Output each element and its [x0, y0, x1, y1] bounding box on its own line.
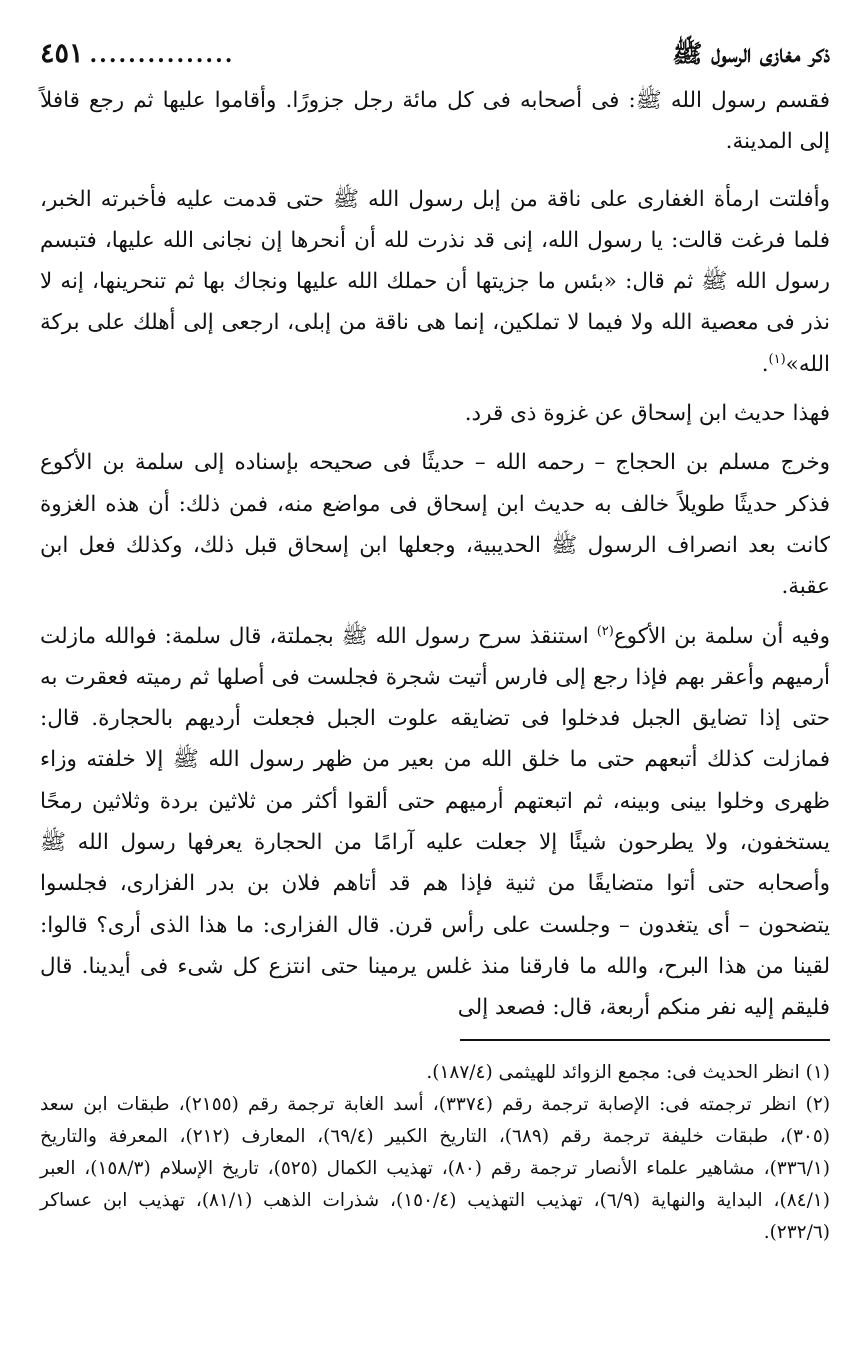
paragraph-5 [40, 616, 830, 1029]
footnote-2: (٢) انظر ترجمته فى: الإصابة ترجمة رقم (٣٣٧٤)، أسد الغابة ترجمة رقم (٢١٥٥)، طبقات ابن سعد (٣٠٥)، طبقات خليفة ترجمة رقم (٦٨٩)، التاريخ الكبير (٦٩/٤)، المعارف (٢١٢)، المعرفة والتاريخ (٣٣٦/١)، مشاهير علماء الأنصار ترجمة رقم (٨٠)، تهذيب الكمال (٥٢٥)، تاريخ الإسلام (١٥٨/٣)، العبر (٨٤/١)، البداية والنهاية (٦/٩)، تهذيب التهذيب (١٥٠/٤)، شذرات الذهب (٨١/١)، تهذيب ابن عساكر (٢٣٢/٦). [40, 1093, 831, 1243]
main-text [40, 80, 830, 1029]
footnotes [40, 1057, 830, 1249]
paragraph-5-start: وفيه أن سلمة بن الأكوع [613, 623, 830, 649]
paragraph-2-text: وأفلتت ارمأة الغفارى على ناقة من إبل رسول الله ﷺ حتى قدمت عليه فأخبرته الخبر، فلما فرغت قالت: يا رسول الله، إنى قد نذرت لله أن أنحرها إن نجانى الله عليها، فتبسم رسول الله ﷺ ثم قال: «بئس ما جزيتها أن حملك الله عليها ونجاك بها ثم تنحرينها، إنه لا نذر فى معصية الله ولا فيما لا تملكين، إنما هى ناقة من إبلى، ارجعى إلى أهلك على بركة الله» [40, 186, 830, 377]
page-number: ٤٥١ [40, 38, 84, 69]
paragraph-1: فقسم رسول الله ﷺ: فى أصحابه فى كل مائة رجل جزورًا. وأقاموا عليها ثم رجع قافلاً إلى المدينة. [40, 88, 830, 155]
footnote-ref-1: (١) [768, 351, 786, 367]
footnote-ref-2: (٢) [596, 623, 614, 639]
paragraph-3: فهذا حديث ابن إسحاق عن غزوة ذى قرد. [464, 401, 830, 427]
header-left-group [40, 28, 234, 81]
header-leader-dots: ............... [89, 42, 235, 68]
header-title: ذكر مغازى الرسول ﷺ [672, 39, 830, 68]
paragraph-4: وخرج مسلم بن الحجاج – رحمه الله – حديثًا فى صحيحه بإسناده إلى سلمة بن الأكوع فذكر حديثًا طويلاً خالف به حديث ابن إسحاق فى مواضع منه، فمن ذلك: أن هذه الغزوة كانت بعد انصراف الرسول ﷺ الحديبية، وجعلها ابن إسحاق قبل ذلك، وكذلك فعل ابن عقبة. [40, 450, 830, 600]
footnote-separator [460, 1039, 830, 1041]
footnote-1: (١) انظر الحديث فى: مجمع الزوائد للهيثمى (١٨٧/٤). [426, 1061, 830, 1083]
paragraph-2-end: . [761, 351, 769, 377]
running-header [40, 28, 830, 80]
book-page [40, 28, 830, 1338]
paragraph-2 [40, 179, 830, 385]
paragraph-5-rest: استنقذ سرح رسول الله ﷺ بجملتة، قال سلمة: فوالله مازلت أرميهم وأعقر بهم فإذا رجع إلى فارس أتيت شجرة فجلست فى أصلها ثم رميته فعقرت به حتى إذا تضايق الجبل فدخلوا فى تضايقه علوت الجبل فجعلت أرديهم بالحجارة. قال: فمازلت كذلك أتبعهم حتى ما خلق الله من بعير من ظهر رسول الله ﷺ إلا خلفته وزاء ظهرى وخلوا بينى وبينه، ثم اتبعتهم أرميهم حتى ألقوا أكثر من ثلاثين بردة وثلاثين رمحًا يستخفون، ولا يطرحون شيئًا إلا جعلت عليه آرامًا من الحجارة يعرفها رسول الله ﷺ وأصحابه حتى أتوا متضايقًا من ثنية فإذا هم قد أتاهم فلان بن بدر الفزارى، فجلسوا يتضحون – أى يتغدون – وجلست على رأس قرن. قال الفزارى: ما هذا الذى أرى؟ قالوا: لقينا من هذا البرح، والله ما فارقنا منذ غلس يرمينا حتى انتزع كل شىء فى أيدينا. قال فليقم إليه نفر منكم أربعة، قال: فصعد إلى [40, 623, 830, 1021]
